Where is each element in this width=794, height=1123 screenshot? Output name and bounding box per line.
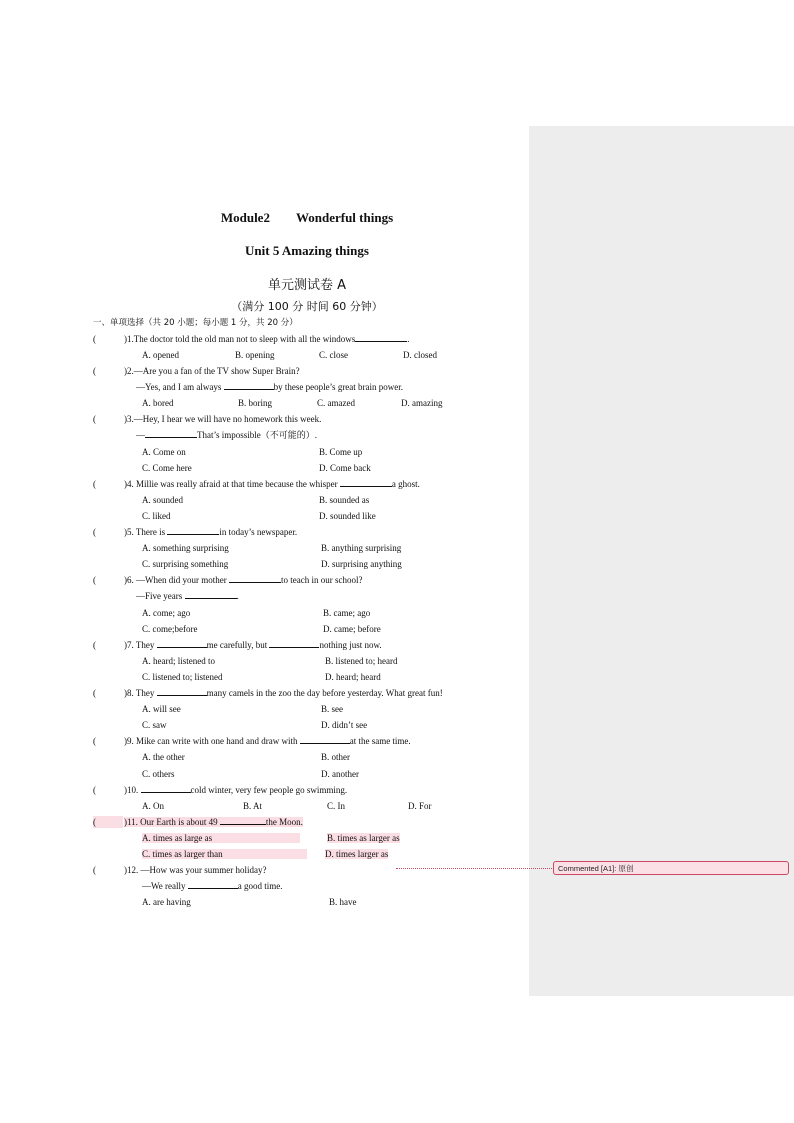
module-title: Module2 Wonderful things <box>220 210 394 225</box>
option-b[interactable]: B. boring <box>238 398 273 408</box>
answer-paren[interactable]: ( <box>93 865 96 875</box>
answer-paren[interactable]: ( <box>93 640 96 650</box>
option-b[interactable]: B. sounded as <box>319 495 370 505</box>
test-name: 单元测试卷 A <box>267 278 347 293</box>
answer-paren[interactable]: ( <box>93 785 96 795</box>
question-2: )2.—Are you a fan of the TV show Super Brain? <box>124 366 300 376</box>
question-2-line2: —Yes, and I am always by these people’s great brain power. <box>136 382 404 392</box>
option-b[interactable]: B. times as larger as <box>327 833 400 843</box>
option-d[interactable]: D. didn’t see <box>321 720 368 730</box>
option-d[interactable]: D. Come back <box>319 463 371 473</box>
option-a[interactable]: A. On <box>142 801 164 811</box>
option-c[interactable]: C. close <box>319 350 348 360</box>
option-d[interactable]: D. times larger as <box>325 849 389 859</box>
question-3: )3.—Hey, I hear we will have no homework this week. <box>124 414 322 424</box>
unit-title: Unit 5 Amazing things <box>245 243 369 258</box>
question-11: )11. Our Earth is about 49 the Moon. <box>124 817 303 827</box>
question-5: )5. There is in today’s newspaper. <box>124 527 298 537</box>
option-a[interactable]: A. bored <box>142 398 174 408</box>
comment-label: Commented [A1]: <box>558 864 617 873</box>
option-b[interactable]: B. other <box>321 752 350 762</box>
option-c[interactable]: C. come;before <box>142 624 198 634</box>
option-b[interactable]: B. came; ago <box>323 608 371 618</box>
comment-connector-line <box>396 868 554 869</box>
option-c[interactable]: C. amazed <box>317 398 355 408</box>
question-9: )9. Mike can write with one hand and draw with at the same time. <box>124 736 411 746</box>
answer-paren[interactable]: ( <box>93 527 96 537</box>
question-8: )8. They many camels in the zoo the day before yesterday. What great fun! <box>124 688 443 698</box>
option-c[interactable]: C. liked <box>142 511 171 521</box>
question-6-line2: —Five years . <box>136 591 239 601</box>
option-c[interactable]: C. In <box>327 801 345 811</box>
option-a[interactable]: A. the other <box>142 752 185 762</box>
option-d[interactable]: D. For <box>408 801 432 811</box>
option-d[interactable]: D. sounded like <box>319 511 376 521</box>
option-c[interactable]: C. saw <box>142 720 167 730</box>
section-heading: 一、单项选择（共 20 小题；每小题 1 分，共 20 分） <box>93 318 298 328</box>
answer-paren[interactable]: ( <box>93 479 96 489</box>
option-c[interactable]: C. listened to; listened <box>142 672 223 682</box>
option-d[interactable]: D. closed <box>403 350 437 360</box>
option-d[interactable]: D. amazing <box>401 398 443 408</box>
question-7: )7. They me carefully, but nothing just now. <box>124 640 382 650</box>
answer-paren[interactable]: ( <box>93 414 96 424</box>
option-d[interactable]: D. heard; heard <box>325 672 381 682</box>
option-b[interactable]: B. Come up <box>319 447 363 457</box>
option-d[interactable]: D. another <box>321 769 359 779</box>
option-a[interactable]: A. sounded <box>142 495 183 505</box>
option-b[interactable]: B. At <box>243 801 263 811</box>
option-b[interactable]: B. see <box>321 704 343 714</box>
option-b[interactable]: B. opening <box>235 350 275 360</box>
option-a[interactable]: A. something surprising <box>142 543 229 553</box>
option-c[interactable]: C. Come here <box>142 463 192 473</box>
answer-paren[interactable]: ( <box>93 736 96 746</box>
question-6: )6. —When did your mother to teach in our school? <box>124 575 363 585</box>
option-a[interactable]: A. heard; listened to <box>142 656 215 666</box>
option-a[interactable]: A. times as large as <box>142 832 300 844</box>
option-c[interactable]: C. others <box>142 769 175 779</box>
option-d[interactable]: D. came; before <box>323 624 381 634</box>
comment-text: 原创 <box>618 864 634 873</box>
question-12-line2: —We really a good time. <box>142 881 283 891</box>
question-1: )1.The doctor told the old man not to sleep with all the windows . <box>124 334 410 344</box>
option-a[interactable]: A. opened <box>142 350 179 360</box>
option-d[interactable]: D. surprising anything <box>321 559 402 569</box>
option-b[interactable]: B. listened to; heard <box>325 656 398 666</box>
answer-paren[interactable]: ( <box>93 575 96 585</box>
option-a[interactable]: A. are having <box>142 897 191 907</box>
option-a[interactable]: A. come; ago <box>142 608 191 618</box>
option-a[interactable]: A. Come on <box>142 447 186 457</box>
answer-paren[interactable]: ( <box>93 366 96 376</box>
question-10: )10. cold winter, very few people go swimming. <box>124 785 348 795</box>
option-a[interactable]: A. will see <box>142 704 181 714</box>
question-3-line2: — That’s impossible（不可能的）. <box>136 430 317 440</box>
option-c[interactable]: C. surprising something <box>142 559 229 569</box>
option-b[interactable]: B. anything surprising <box>321 543 402 553</box>
comment-box[interactable] <box>553 861 789 875</box>
score-info: （满分 100 分 时间 60 分钟） <box>231 300 383 313</box>
option-b[interactable]: B. have <box>329 897 357 907</box>
question-12: )12. —How was your summer holiday? <box>124 865 267 875</box>
answer-paren[interactable]: ( <box>93 688 96 698</box>
question-4: )4. Millie was really afraid at that time because the whisper a ghost. <box>124 479 420 489</box>
answer-paren[interactable]: ( <box>93 816 123 828</box>
answer-paren[interactable]: ( <box>93 334 96 344</box>
option-c[interactable]: C. times as larger than <box>142 848 307 860</box>
